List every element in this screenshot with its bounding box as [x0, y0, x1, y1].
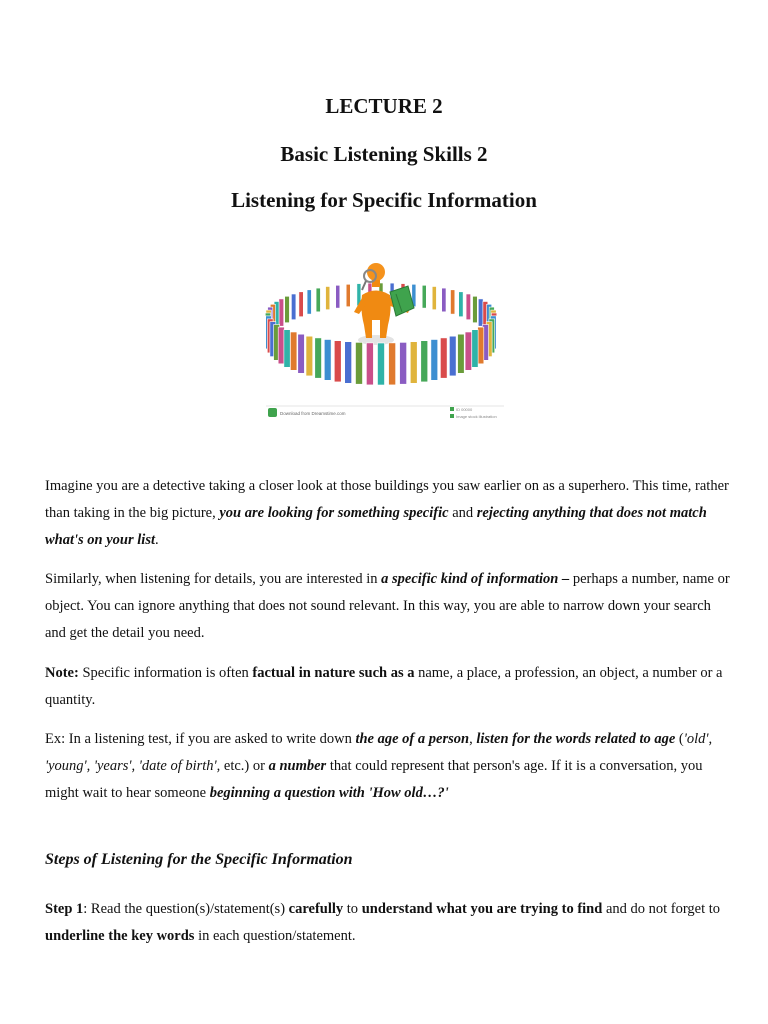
person-reading-book-icon	[262, 250, 508, 430]
section-title: Steps of Listening for the Specific Information	[45, 851, 353, 868]
orange-person-icon	[354, 263, 414, 345]
step1-paragraph: Step 1: Read the question(s)/statement(s) carefully to understand what you are trying to find and do not forget to underline the key words in each question/statement.	[45, 901, 721, 944]
watermark-right-2: Image stock illustration	[456, 414, 497, 419]
lecture-number: LECTURE 2	[325, 94, 443, 118]
intro-paragraph: Imagine you are a detective taking a closer look at those buildings you saw earlier on as a superhero. This time, rather than taking in the big picture, you are looking for something specific and rejecting anything that does not match what's on your list.	[45, 478, 729, 548]
course-title: Basic Listening Skills 2	[280, 142, 488, 166]
details-paragraph: Similarly, when listening for details, you are interested in a specific kind of information – perhaps a number, name or object. You can ignore anything that does not sound relevant. In this way, you are able to narrow down your search and get the detail you need.	[45, 571, 730, 641]
note-paragraph: Note: Specific information is often factual in nature such as a name, a place, a profession, an object, a number or a quantity.	[45, 665, 723, 708]
watermark-left: Download from Dreamstime.com	[280, 411, 346, 416]
topic-title: Listening for Specific Information	[231, 188, 537, 212]
illustration-figure	[262, 250, 508, 430]
watermark-right-1: ID 00000	[456, 407, 473, 412]
example-paragraph: Ex: In a listening test, if you are asked to write down the age of a person, listen for the words related to age ('old', 'young', 'years', 'date of birth', etc.) or a number that could represent that person's age. If it is a conversation, you might wait to hear someone beginning a question with 'How old…?'	[45, 731, 713, 801]
